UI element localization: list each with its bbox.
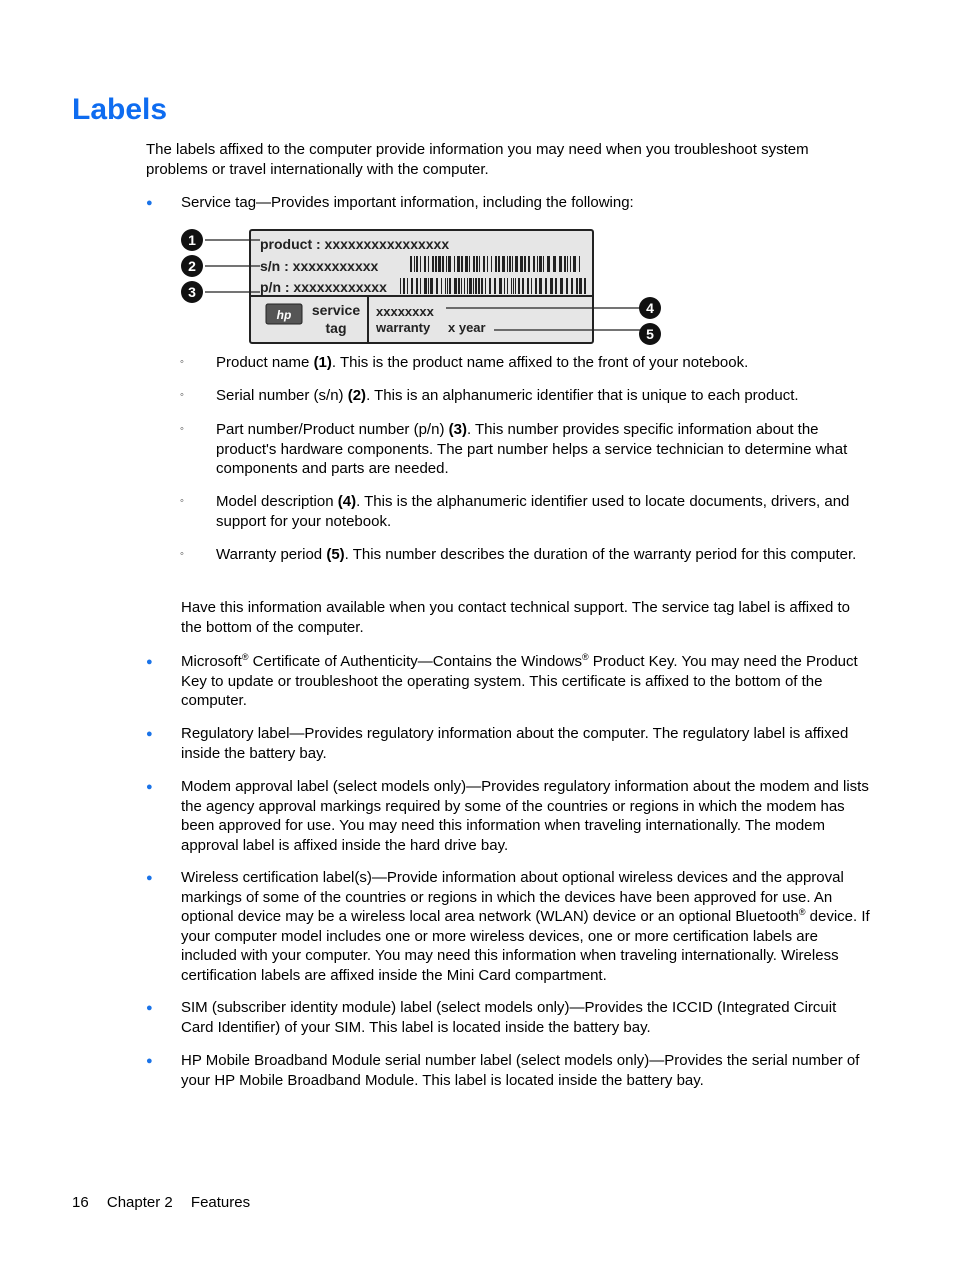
list-item-text: SIM (subscriber identity module) label (select models only)—Provides the ICCID (Integrated Circuit Card Identifier) of your SIM. This label is located inside the battery bay.: [181, 999, 837, 1036]
sub-item-text: . This is an alphanumeric identifier that is unique to each product.: [366, 387, 799, 404]
sub-item-text: Model description: [216, 493, 338, 510]
barcode-bar: [531, 278, 532, 294]
barcode-bar: [485, 278, 486, 294]
sub-item-text: . This number provides specific information about the product's hardware components. The part number helps a service technician to determine what components and parts are needed.: [216, 421, 848, 477]
sub-item-text: Serial number (s/n): [216, 387, 348, 404]
list-item-text: HP Mobile Broadband Module serial number label (select models only)—Provides the serial number of your HP Mobile Broadband Module. This label is located inside the battery bay.: [181, 1052, 860, 1089]
barcode-bar: [449, 278, 451, 294]
barcode-bar: [461, 278, 462, 294]
callout-3-label: 3: [188, 284, 196, 300]
circle-bullet-icon: ◦: [180, 389, 184, 401]
circle-bullet-icon: ◦: [180, 356, 184, 368]
bullet-icon: ●: [146, 781, 153, 793]
barcode-bar: [473, 256, 475, 272]
page-number: 16: [72, 1194, 89, 1211]
barcode-bar: [469, 256, 470, 272]
barcode-bar: [491, 256, 492, 272]
barcode-bar: [495, 256, 497, 272]
barcode-bar: [458, 278, 460, 294]
list-item-text: Regulatory label—Provides regulatory information about the computer. The regulatory label is affixed inside the battery bay.: [181, 725, 849, 762]
label-warranty-value: x year: [448, 320, 486, 335]
label-service: service: [311, 302, 361, 318]
barcode-bar: [464, 278, 465, 294]
bullet-icon: ●: [146, 656, 153, 668]
list-item-text: Service tag—Provides important information, including the following:: [181, 194, 634, 211]
barcode-bar: [567, 256, 568, 272]
barcode-bar: [533, 256, 535, 272]
barcode-bar: [515, 278, 516, 294]
chapter-label: Chapter 2: [106, 1194, 173, 1211]
barcode-bar: [494, 278, 496, 294]
barcode-bar: [535, 278, 537, 294]
barcode-bar: [487, 256, 488, 272]
barcode-bar: [436, 278, 438, 294]
sub-item-text: Product name: [216, 354, 314, 371]
barcode-bar: [428, 278, 429, 294]
sub-item-text: . This is the alphanumeric identifier used to locate documents, drivers, and support for your notebook.: [216, 493, 850, 530]
sub-item-callout: (2): [347, 387, 367, 404]
barcode-bar: [442, 256, 444, 272]
barcode-bar: [499, 278, 502, 294]
sub-item-callout: (1): [313, 354, 332, 371]
barcode-bar: [539, 256, 542, 272]
service-tag-note: Have this information available when you contact technical support. The service tag label is affixed to the bottom of the computer.: [181, 599, 850, 636]
barcode-bar: [527, 278, 529, 294]
barcode-bar: [414, 256, 415, 272]
barcode-bar: [407, 278, 408, 294]
label-row-product: product : xxxxxxxxxxxxxxxx: [260, 236, 450, 252]
bullet-icon: ●: [146, 872, 153, 884]
page-title: Labels: [72, 93, 168, 126]
registered-mark: ®: [798, 907, 806, 917]
service-tag-figure: [178, 226, 668, 348]
barcode-bar: [473, 278, 474, 294]
barcode-bar: [545, 278, 547, 294]
callout-2-label: 2: [188, 258, 196, 274]
barcode-bar: [411, 278, 413, 294]
barcode-bar: [547, 256, 550, 272]
barcode-bar: [520, 256, 523, 272]
barcode-bar: [543, 256, 544, 272]
barcode-bar: [483, 256, 485, 272]
barcode-bar: [509, 256, 511, 272]
list-item-text: device. If your computer model includes one or more wireless devices, one or more certification labels are included with your computer. You may need this information when traveling internationally. Wireless certification labels are affixed inside the Mini Card compartment.: [181, 908, 870, 984]
page-footer: [72, 1193, 264, 1212]
barcode-bar: [446, 256, 447, 272]
bullet-icon: ●: [146, 728, 153, 740]
callout-1-label: 1: [188, 232, 196, 248]
barcode-bar: [428, 256, 429, 272]
barcode-bar: [571, 278, 573, 294]
barcode-bar: [489, 278, 491, 294]
barcode-bar: [507, 278, 508, 294]
barcode-bar: [441, 278, 442, 294]
label-tag: tag: [325, 320, 347, 336]
callout-5-label: 5: [646, 326, 654, 342]
barcode-bar: [432, 256, 434, 272]
barcode-bar: [507, 256, 508, 272]
section-label: Features: [190, 1194, 251, 1211]
barcode-bar: [476, 256, 478, 272]
barcode-bar: [435, 256, 437, 272]
barcode-bar: [424, 278, 427, 294]
callout-4-label: 4: [646, 300, 654, 316]
barcode-bar: [469, 278, 472, 294]
barcode-bar: [448, 256, 451, 272]
label-row-pn: p/n : xxxxxxxxxxxx: [260, 279, 387, 295]
hp-logo-text: hp: [276, 308, 292, 322]
sub-item-callout: (3): [448, 421, 467, 438]
barcode-bar: [478, 278, 480, 294]
barcode-bar: [400, 278, 401, 294]
barcode-bar: [420, 278, 421, 294]
barcode-bar: [502, 256, 505, 272]
circle-bullet-icon: ◦: [180, 495, 184, 507]
barcode-bar: [467, 278, 468, 294]
barcode-bar: [524, 256, 526, 272]
barcode-bar: [555, 278, 557, 294]
barcode-bar: [504, 278, 505, 294]
sub-item-text: Part number/Product number (p/n): [216, 421, 449, 438]
bullet-icon: ●: [146, 1055, 153, 1067]
list-item-text: Product Key. You may need the Product Key to update or troubleshoot the operating system. This certificate is affixed to the bottom of the computer.: [181, 653, 858, 709]
barcode-bar: [465, 256, 468, 272]
barcode-bar: [479, 256, 480, 272]
sub-item-text: . This is the product name affixed to the front of your notebook.: [331, 354, 749, 371]
barcode-bar: [461, 256, 463, 272]
list-item-text: Modem approval label (select models only)—Provides regulatory information about the modem and lists the agency approval markings required by some of the countries or regions in which the modem has been approved for use. You may need this information when traveling internationally. The modem approval label is affixed inside the hard drive bay.: [181, 778, 869, 854]
barcode-bar: [457, 256, 460, 272]
barcode-bar: [528, 256, 530, 272]
barcode-bar: [498, 256, 500, 272]
barcode-bar: [454, 256, 455, 272]
list-item-text: Certificate of Authenticity—Contains the Windows: [248, 653, 582, 670]
sub-item-text: . This number describes the duration of the warranty period for this computer.: [344, 546, 857, 563]
barcode-bar: [416, 278, 418, 294]
barcode-bar: [420, 256, 421, 272]
sub-item-callout: (4): [337, 493, 357, 510]
barcode-bar: [518, 278, 520, 294]
barcode-bar: [584, 278, 586, 294]
barcode-bar: [537, 256, 538, 272]
sub-item-callout: (5): [326, 546, 345, 563]
barcode-bar: [416, 256, 418, 272]
sub-item-text: Warranty period: [216, 546, 327, 563]
intro-paragraph: The labels affixed to the computer provide information you may need when you troubleshoot system problems or travel internationally with the computer.: [146, 141, 809, 178]
label-model: xxxxxxxx: [376, 304, 434, 319]
barcode-bar: [424, 256, 426, 272]
list-item-text: Wireless certification label(s)—Provide information about optional wireless devices and the approval markings of some of the countries or regions in which the devices have been approved for use. An optional device may be a wireless local area network (WLAN) device or an optional Bluetooth: [181, 869, 844, 925]
barcode-bar: [447, 278, 448, 294]
label-warranty: warranty: [376, 320, 431, 335]
barcode-bar: [438, 256, 441, 272]
barcode-bar: [430, 278, 433, 294]
barcode-bar: [579, 278, 582, 294]
bullet-icon: ●: [146, 197, 153, 209]
circle-bullet-icon: ◦: [180, 423, 184, 435]
barcode-bar: [513, 278, 514, 294]
registered-mark: ®: [241, 652, 249, 662]
barcode-bar: [475, 278, 477, 294]
barcode-bar: [560, 278, 563, 294]
barcode-bar: [511, 278, 512, 294]
barcode-bar: [522, 278, 524, 294]
barcode-bar: [564, 256, 566, 272]
barcode-bar: [515, 256, 518, 272]
barcode-bar: [512, 256, 513, 272]
circle-bullet-icon: ◦: [180, 548, 184, 560]
barcode-bar: [410, 256, 412, 272]
list-item-text: Microsoft: [181, 653, 242, 670]
label-row-sn: s/n : xxxxxxxxxxx: [260, 258, 379, 274]
registered-mark: ®: [581, 652, 589, 662]
barcode-bar: [481, 278, 483, 294]
barcode-bar: [573, 256, 576, 272]
barcode-bar: [539, 278, 542, 294]
bullet-icon: ●: [146, 1002, 153, 1014]
barcode-bar: [403, 278, 405, 294]
barcode-bar: [454, 278, 457, 294]
barcode-bar: [570, 256, 571, 272]
barcode-bar: [559, 256, 562, 272]
barcode-bar: [550, 278, 553, 294]
barcode-bar: [566, 278, 568, 294]
barcode-bar: [553, 256, 556, 272]
barcode-bar: [445, 278, 446, 294]
barcode-bar: [576, 278, 578, 294]
barcode-bar: [579, 256, 580, 272]
